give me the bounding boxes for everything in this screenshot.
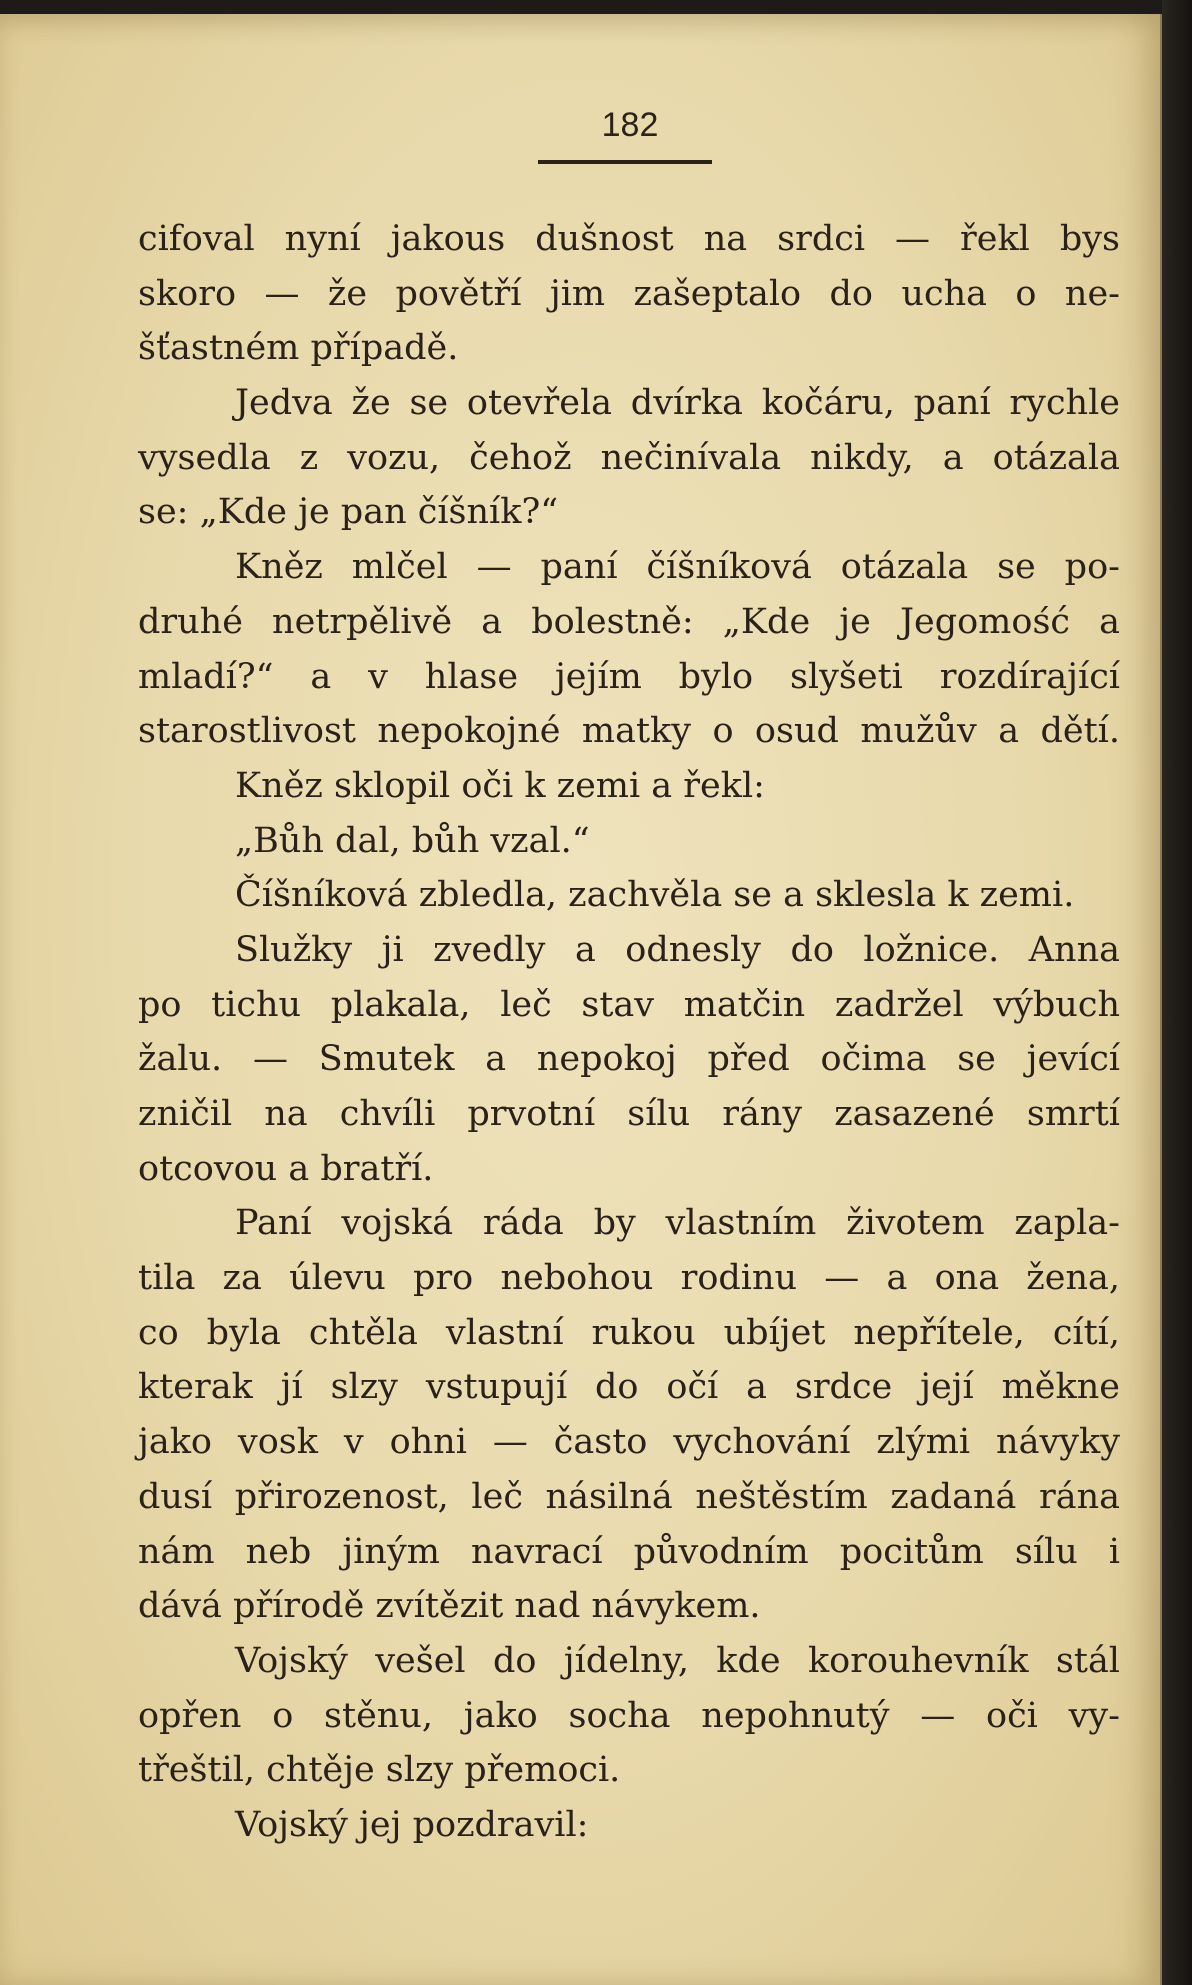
text-line: Vojský vešel do jídelny, kde korouhevník stál [235, 1640, 1120, 1681]
text-line: tila za úlevu pro nebohou rodinu — a ona žena, [138, 1258, 1120, 1299]
text-line: jako vosk v ohni — často vychování zlými návyky [138, 1422, 1120, 1463]
text-line: otcovou a bratří. [138, 1148, 434, 1189]
text-line: starostlivost nepokojné matky o osud mužův a dětí. [138, 711, 1120, 752]
text-line: skoro — že povětří jim zašeptalo do ucha o ne- [138, 273, 1120, 314]
text-line: „Bůh dal, bůh vzal.“ [235, 820, 590, 861]
text-line: Číšníková zbledla, zachvěla se a sklesla k zemi. [235, 875, 1075, 916]
text-line: třeštil, chtěje slzy přemoci. [138, 1750, 621, 1791]
text-line: zničil na chvíli prvotní sílu rány zasazené smrtí [138, 1094, 1120, 1134]
text-line: žalu. — Smutek a nepokoj před očima se jevící [138, 1039, 1120, 1080]
text-line: dává přírodě zvítězit nad návykem. [138, 1586, 761, 1627]
text-line: dusí přirozenost, leč násilná neštěstím zadaná rána [138, 1476, 1120, 1517]
text-line: druhé netrpělivě a bolestně: „Kde je Jegomość a [138, 601, 1120, 642]
text-line: Kněz mlčel — paní číšníková otázala se po- [235, 547, 1120, 588]
text-line: vysedla z vozu, čehož nečinívala nikdy, a otázala [138, 437, 1120, 478]
body-text [138, 212, 1120, 1853]
text-line: nám neb jiným navrací původním pocitům sílu i [138, 1531, 1120, 1572]
page-edge-shadow [1162, 0, 1192, 1985]
text-line: se: „Kde je pan číšník?“ [138, 492, 559, 533]
text-line: po tichu plakala, leč stav matčin zadržel výbuch [138, 984, 1120, 1025]
text-line: šťastném případě. [138, 328, 459, 369]
text-line: cifoval nyní jakous dušnost na srdci — řekl bys [138, 219, 1120, 259]
text-line: Jedva že se otevřela dvírka kočáru, paní rychle [235, 383, 1120, 424]
text-line: kterak jí slzy vstupují do očí a srdce její měkne [138, 1367, 1120, 1408]
text-line: co byla chtěla vlastní rukou ubíjet nepřítele, cítí, [138, 1312, 1120, 1353]
text-line: mladí?“ a v hlase jejím bylo slyšeti rozdírající [138, 656, 1120, 697]
text-line: Paní vojská ráda by vlastním životem zapla- [235, 1203, 1120, 1244]
text-line: Služky ji zvedly a odnesly do ložnice. Anna [235, 929, 1120, 970]
header-rule [538, 160, 712, 164]
book-page [0, 14, 1162, 1985]
text-line: Kněz sklopil oči k zemi a řekl: [235, 765, 765, 806]
text-line: Vojský jej pozdravil: [235, 1804, 589, 1845]
text-line: opřen o stěnu, jako socha nepohnutý — oči vy- [138, 1695, 1120, 1736]
page-number: 182 [601, 106, 659, 144]
